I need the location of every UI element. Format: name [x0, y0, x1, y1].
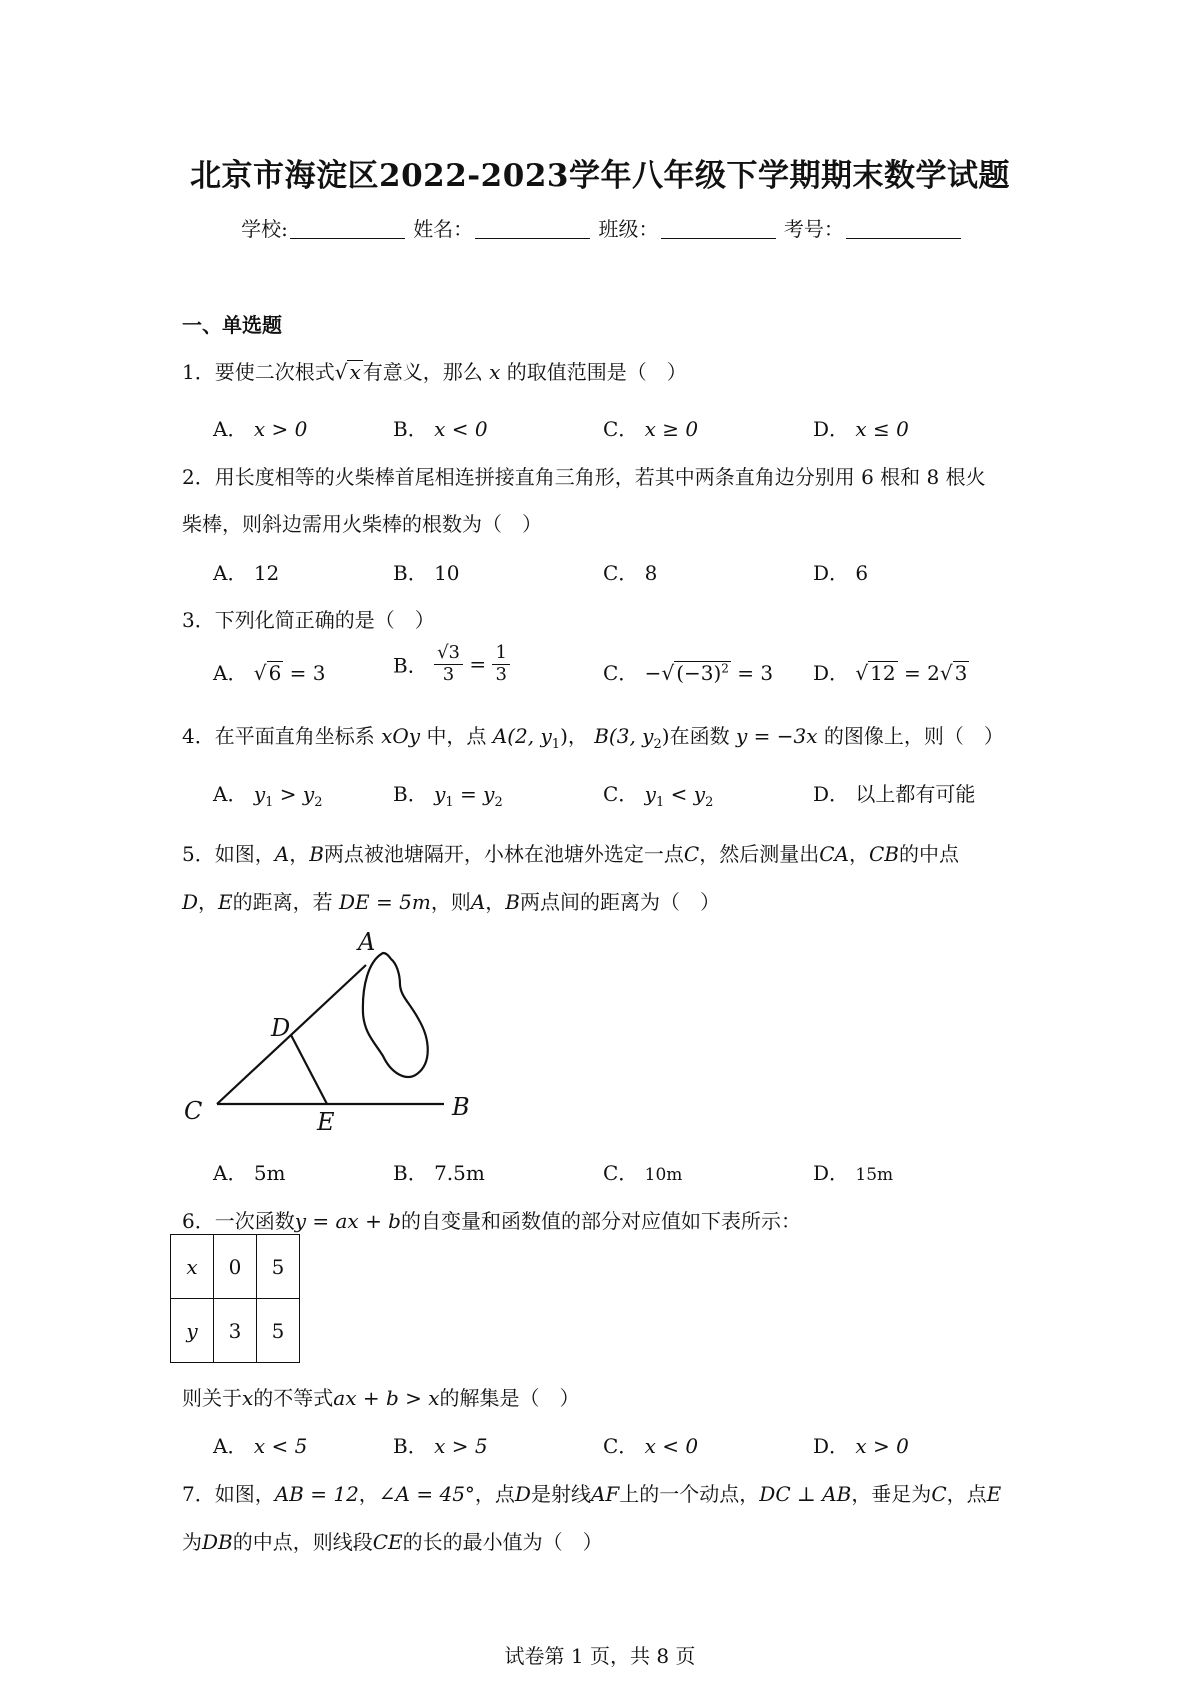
- class-label: 班级：: [598, 217, 659, 241]
- q6-option-b[interactable]: B． x > 5: [393, 1434, 488, 1458]
- section-heading: 一、单选题: [182, 313, 282, 337]
- q1-radicand: x: [349, 360, 361, 384]
- q6-option-c[interactable]: C． x < 0: [603, 1434, 699, 1458]
- page-title: 北京市海淀区2022-2023学年八年级下学期期末数学试题: [190, 158, 1010, 194]
- q5-option-a[interactable]: A． 5m: [213, 1161, 286, 1185]
- point-label-b: B: [452, 1093, 470, 1121]
- q1-option-c[interactable]: C． x ≥ 0: [603, 417, 699, 441]
- table-row: [171, 1235, 300, 1299]
- q1-option-a[interactable]: A． x > 0: [213, 417, 308, 441]
- name-label: 姓名：: [413, 217, 474, 241]
- segment-de: [291, 1035, 327, 1104]
- q4-option-c[interactable]: C． $y_1 < y_2$: [603, 782, 714, 810]
- q6-option-d[interactable]: D． x > 0: [813, 1434, 909, 1458]
- q3-option-d[interactable]: D． √ 12 = 2√ 3: [813, 661, 968, 685]
- segment-ca: [217, 965, 366, 1104]
- q2-option-d[interactable]: D． 6: [813, 561, 869, 585]
- q1-number: 1．: [182, 360, 215, 384]
- point-label-a: A: [358, 928, 376, 956]
- class-blank[interactable]: [661, 218, 776, 239]
- q3-option-a[interactable]: A． √ 6 = 3: [213, 661, 326, 685]
- q1-text-pre: 要使二次根式: [214, 360, 335, 384]
- question-5-line-2: D，E的距离，若 DE = 5m，则A，B两点间的距离为（ ）: [182, 890, 720, 914]
- q5-option-c[interactable]: C． 10m: [603, 1161, 683, 1185]
- id-blank[interactable]: [846, 218, 961, 239]
- student-info-row: [0, 213, 1200, 242]
- question-5-line-1: 5．如图，A，B两点被池塘隔开，小林在池塘外选定一点C，然后测量出CA，CB的中点: [182, 842, 959, 866]
- q5-option-d[interactable]: D． 15m: [813, 1161, 894, 1185]
- q2-option-c[interactable]: C． 8: [603, 561, 658, 585]
- q5-option-b[interactable]: B． 7.5m: [393, 1161, 485, 1185]
- question-7-line-1: 7．如图，AB = 12，∠A = 45°，点D是射线AF上的一个动点，DC ⊥ AB，垂足为C，点E: [182, 1482, 1002, 1506]
- value-table: [170, 1234, 300, 1363]
- id-label: 考号：: [783, 217, 844, 241]
- q1-text-post: 的取值范围是（ ）: [506, 360, 687, 384]
- q2-option-b[interactable]: B． 10: [393, 561, 460, 585]
- q1-var: x: [489, 360, 501, 384]
- table-cell: 5: [257, 1235, 300, 1299]
- table-cell: x: [171, 1235, 214, 1299]
- pond-shape: [363, 953, 428, 1077]
- point-label-d: D: [271, 1014, 291, 1042]
- name-blank[interactable]: [475, 218, 590, 239]
- q1-text-mid: 有意义，那么: [362, 360, 483, 384]
- q2-option-a[interactable]: A． 12: [213, 561, 280, 585]
- question-4: 4．在平面直角坐标系 xOy 中，点 A(2, $y_1$)， B(3, $y_2$)在函数 y = −3x 的图像上，则（ ）: [182, 724, 1004, 752]
- q4-option-d[interactable]: D． 以上都有可能: [813, 782, 976, 806]
- q4-option-a[interactable]: A． $y_1 > y_2$: [213, 782, 323, 810]
- school-blank[interactable]: [290, 218, 405, 239]
- point-label-c: C: [184, 1097, 203, 1125]
- question-1: 1．要使二次根式√ x 有意义，那么 x 的取值范围是（ ）: [182, 360, 687, 384]
- table-cell: 5: [257, 1299, 300, 1363]
- question-2-line-1: 2．用长度相等的火柴棒首尾相连拼接直角三角形，若其中两条直角边分别用 6 根和 8 根火: [182, 465, 986, 489]
- q6-option-a[interactable]: A． x < 5: [213, 1434, 308, 1458]
- question-6: 6．一次函数y = ax + b的自变量和函数值的部分对应值如下表所示：: [182, 1209, 801, 1233]
- table-cell: y: [171, 1299, 214, 1363]
- question-6-ask: 则关于x的不等式ax + b > x的解集是（ ）: [182, 1386, 580, 1410]
- q1-option-d[interactable]: D． x ≤ 0: [813, 417, 909, 441]
- pond-triangle-figure: [170, 925, 490, 1145]
- q3-option-b[interactable]: B． $\frac{√3}{3}$ = $\frac{1}{3}$: [393, 643, 510, 685]
- school-label: 学校:: [241, 217, 288, 241]
- question-7-line-2: 为DB的中点，则线段CE的长的最小值为（ ）: [182, 1530, 603, 1554]
- table-cell: 3: [214, 1299, 257, 1363]
- q3-option-c[interactable]: C． −√ $(-3)^2 = 3$: [603, 661, 774, 685]
- point-label-e: E: [317, 1108, 335, 1136]
- page-footer: 试卷第 1 页，共 8 页: [504, 1644, 696, 1668]
- q1-option-b[interactable]: B． x < 0: [393, 417, 488, 441]
- table-row: [171, 1299, 300, 1363]
- question-2-line-2: 柴棒，则斜边需用火柴棒的根数为（ ）: [182, 512, 542, 536]
- q4-option-b[interactable]: B． $y_1 = y_2$: [393, 782, 503, 810]
- question-3: 3．下列化简正确的是（ ）: [182, 608, 435, 632]
- table-cell: 0: [214, 1235, 257, 1299]
